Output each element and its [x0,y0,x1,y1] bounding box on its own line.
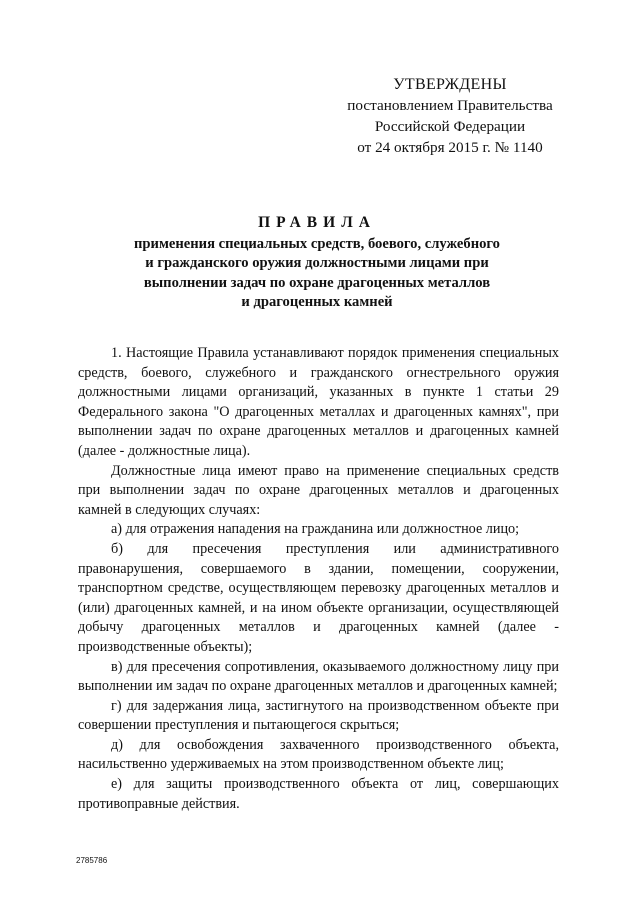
list-item-b: б) для пресечения преступления или административного правонарушения, совершаемого в здании, помещении, сооружении, транспортном средстве, осуществляющем перевозку драгоценных металлов и (или) драгоценных камней, и на ином объекте организации, осуществляющей добычу драгоценных металлов и драгоценных камней (далее - производственные объекты); [78,540,559,655]
approval-line-3: от 24 октября 2015 г. № 1140 [357,139,543,156]
list-item-g: г) для задержания лица, застигнутого на производственном объекте при совершении преступления и пытающегося скрыться; [78,697,559,734]
title-line-1: применения специальных средств, боевого, служебного [134,235,500,252]
document-code: 2785786 [76,856,108,865]
list-item-e: е) для защиты производственного объекта от лиц, совершающих противоправные действия. [78,776,559,812]
title-main: ПРАВИЛА [258,214,376,231]
list-item-a: а) для отражения нападения на гражданина или должностное лицо; [111,521,520,538]
title-line-4: и драгоценных камней [241,294,393,310]
document-body [78,344,559,814]
list-item-d: д) для освобождения захваченного производственного объекта, насильственно удерживаемых на этом производственном объекте лиц; [78,736,559,773]
approval-stamp [300,74,600,158]
title-line-2: и гражданского оружия должностными лицами при [145,255,489,271]
approval-heading: УТВЕРЖДЕНЫ [393,76,507,93]
list-item-v: в) для пресечения сопротивления, оказываемого должностному лицу при выполнении им задач по охране драгоценных металлов и драгоценных камней; [78,658,559,695]
document-title [72,213,562,313]
paragraph-1: 1. Настоящие Правила устанавливают порядок применения специальных средств, боевого, служебного и гражданского огнестрельного оружия должностными лицами организаций, указанных в пункте 1 статьи 29 Федерального закона "О драгоценных металлах и драгоценных камнях", при выполнении задач по охране драгоценных металлов и драгоценных камней (далее - должностные лица). [78,345,559,459]
approval-line-2: Российской Федерации [374,118,526,135]
paragraph-2: Должностные лица имеют право на применение специальных средств при выполнении задач по охране драгоценных металлов и драгоценных камней в следующих случаях: [78,462,559,518]
approval-line-1: постановлением Правительства [347,97,553,114]
title-line-3: выполнении задач по охране драгоценных металлов [143,274,491,291]
